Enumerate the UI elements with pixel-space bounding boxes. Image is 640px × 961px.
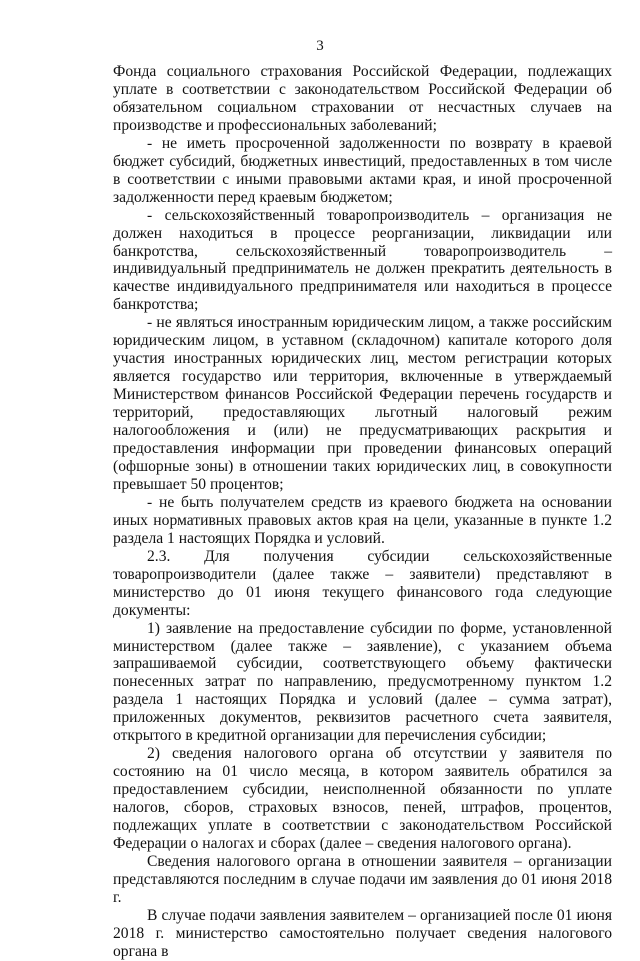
document-body <box>113 63 612 961</box>
paragraph-not-other-budget-recipient: - не быть получателем средств из краевого бюджета на основании иных нормативных правовых актов края на цели, указанные в пункте 1.2 раздела 1 настоящих Порядка и условий. <box>113 493 612 547</box>
paragraph-not-foreign-entity: - не являться иностранным юридическим лицом, а также российским юридическим лицом, в уставном (складочном) капитале которого доля участия иностранных юридических лиц, местом регистрации которых является государство или территория, включенные в утверждаемый Министерством финансов Российской Федерации перечень государств и территорий, предоставляющих льготный налоговый режим налогообложения и (или) не предусматривающих раскрытия и предоставления информации при проведении финансовых операций (офшорные зоны) в отношении таких юридических лиц, в совокупности превышает 50 процентов; <box>113 314 612 493</box>
paragraph-tax-info-submission: Сведения налогового органа в отношении заявителя – организации представляются последним в случае подачи им заявления до 01 июня 2018 г. <box>113 852 612 906</box>
page-number: 3 <box>316 38 324 54</box>
paragraph-no-overdue-debt: - не иметь просроченной задолженности по возврату в краевой бюджет субсидий, бюджетных инвестиций, предоставленных в том числе в соответствии с иными правовыми актами края, и иной просроченной задолженности перед краевым бюджетом; <box>113 134 612 206</box>
paragraph-fss-continuation: Фонда социального страхования Российской Федерации, подлежащих уплате в соответствии с законодательством Российской Федерации об обязательном социальном страховании от несчастных случаев на производстве и профессиональных заболеваний; <box>113 63 612 134</box>
paragraph-no-reorganization: - сельскохозяйственный товаропроизводитель – организация не должен находиться в процессе реорганизации, ликвидации или банкротства, сельскохозяйственный товаропроизводитель – индивидуальный предприниматель не должен прекратить деятельность в качестве индивидуального предпринимателя или находиться в процессе банкротства; <box>113 206 612 314</box>
paragraph-item-1-application: 1) заявление на предоставление субсидии по форме, установленной министерством (далее также – заявление), с указанием объема запрашиваемой субсидии, соответствующего объему фактически понесенных затрат по направлению, предусмотренному пунктом 1.2 раздела 1 настоящих Порядка и условий (далее – сумма затрат), приложенных документов, реквизитов расчетного счета заявителя, открытого в кредитной организации для перечисления субсидии; <box>113 619 612 745</box>
paragraph-item-2-tax-info: 2) сведения налогового органа об отсутствии у заявителя по состоянию на 01 число месяца, в котором заявитель обратился за предоставлением субсидии, неисполненной обязанности по уплате налогов, сборов, страховых взносов, пеней, штрафов, процентов, подлежащих уплате в соответствии с законодательством Российской Федерации о налогах и сборах (далее – сведения налогового органа). <box>113 745 612 852</box>
paragraph-section-2-3: 2.3. Для получения субсидии сельскохозяйственные товаропроизводители (далее также – заявители) представляют в министерство до 01 июня текущего финансового года следующие документы: <box>113 547 612 619</box>
paragraph-after-june-2018: В случае подачи заявления заявителем – организацией после 01 июня 2018 г. министерство самостоятельно получает сведения налогового органа в <box>113 906 612 960</box>
